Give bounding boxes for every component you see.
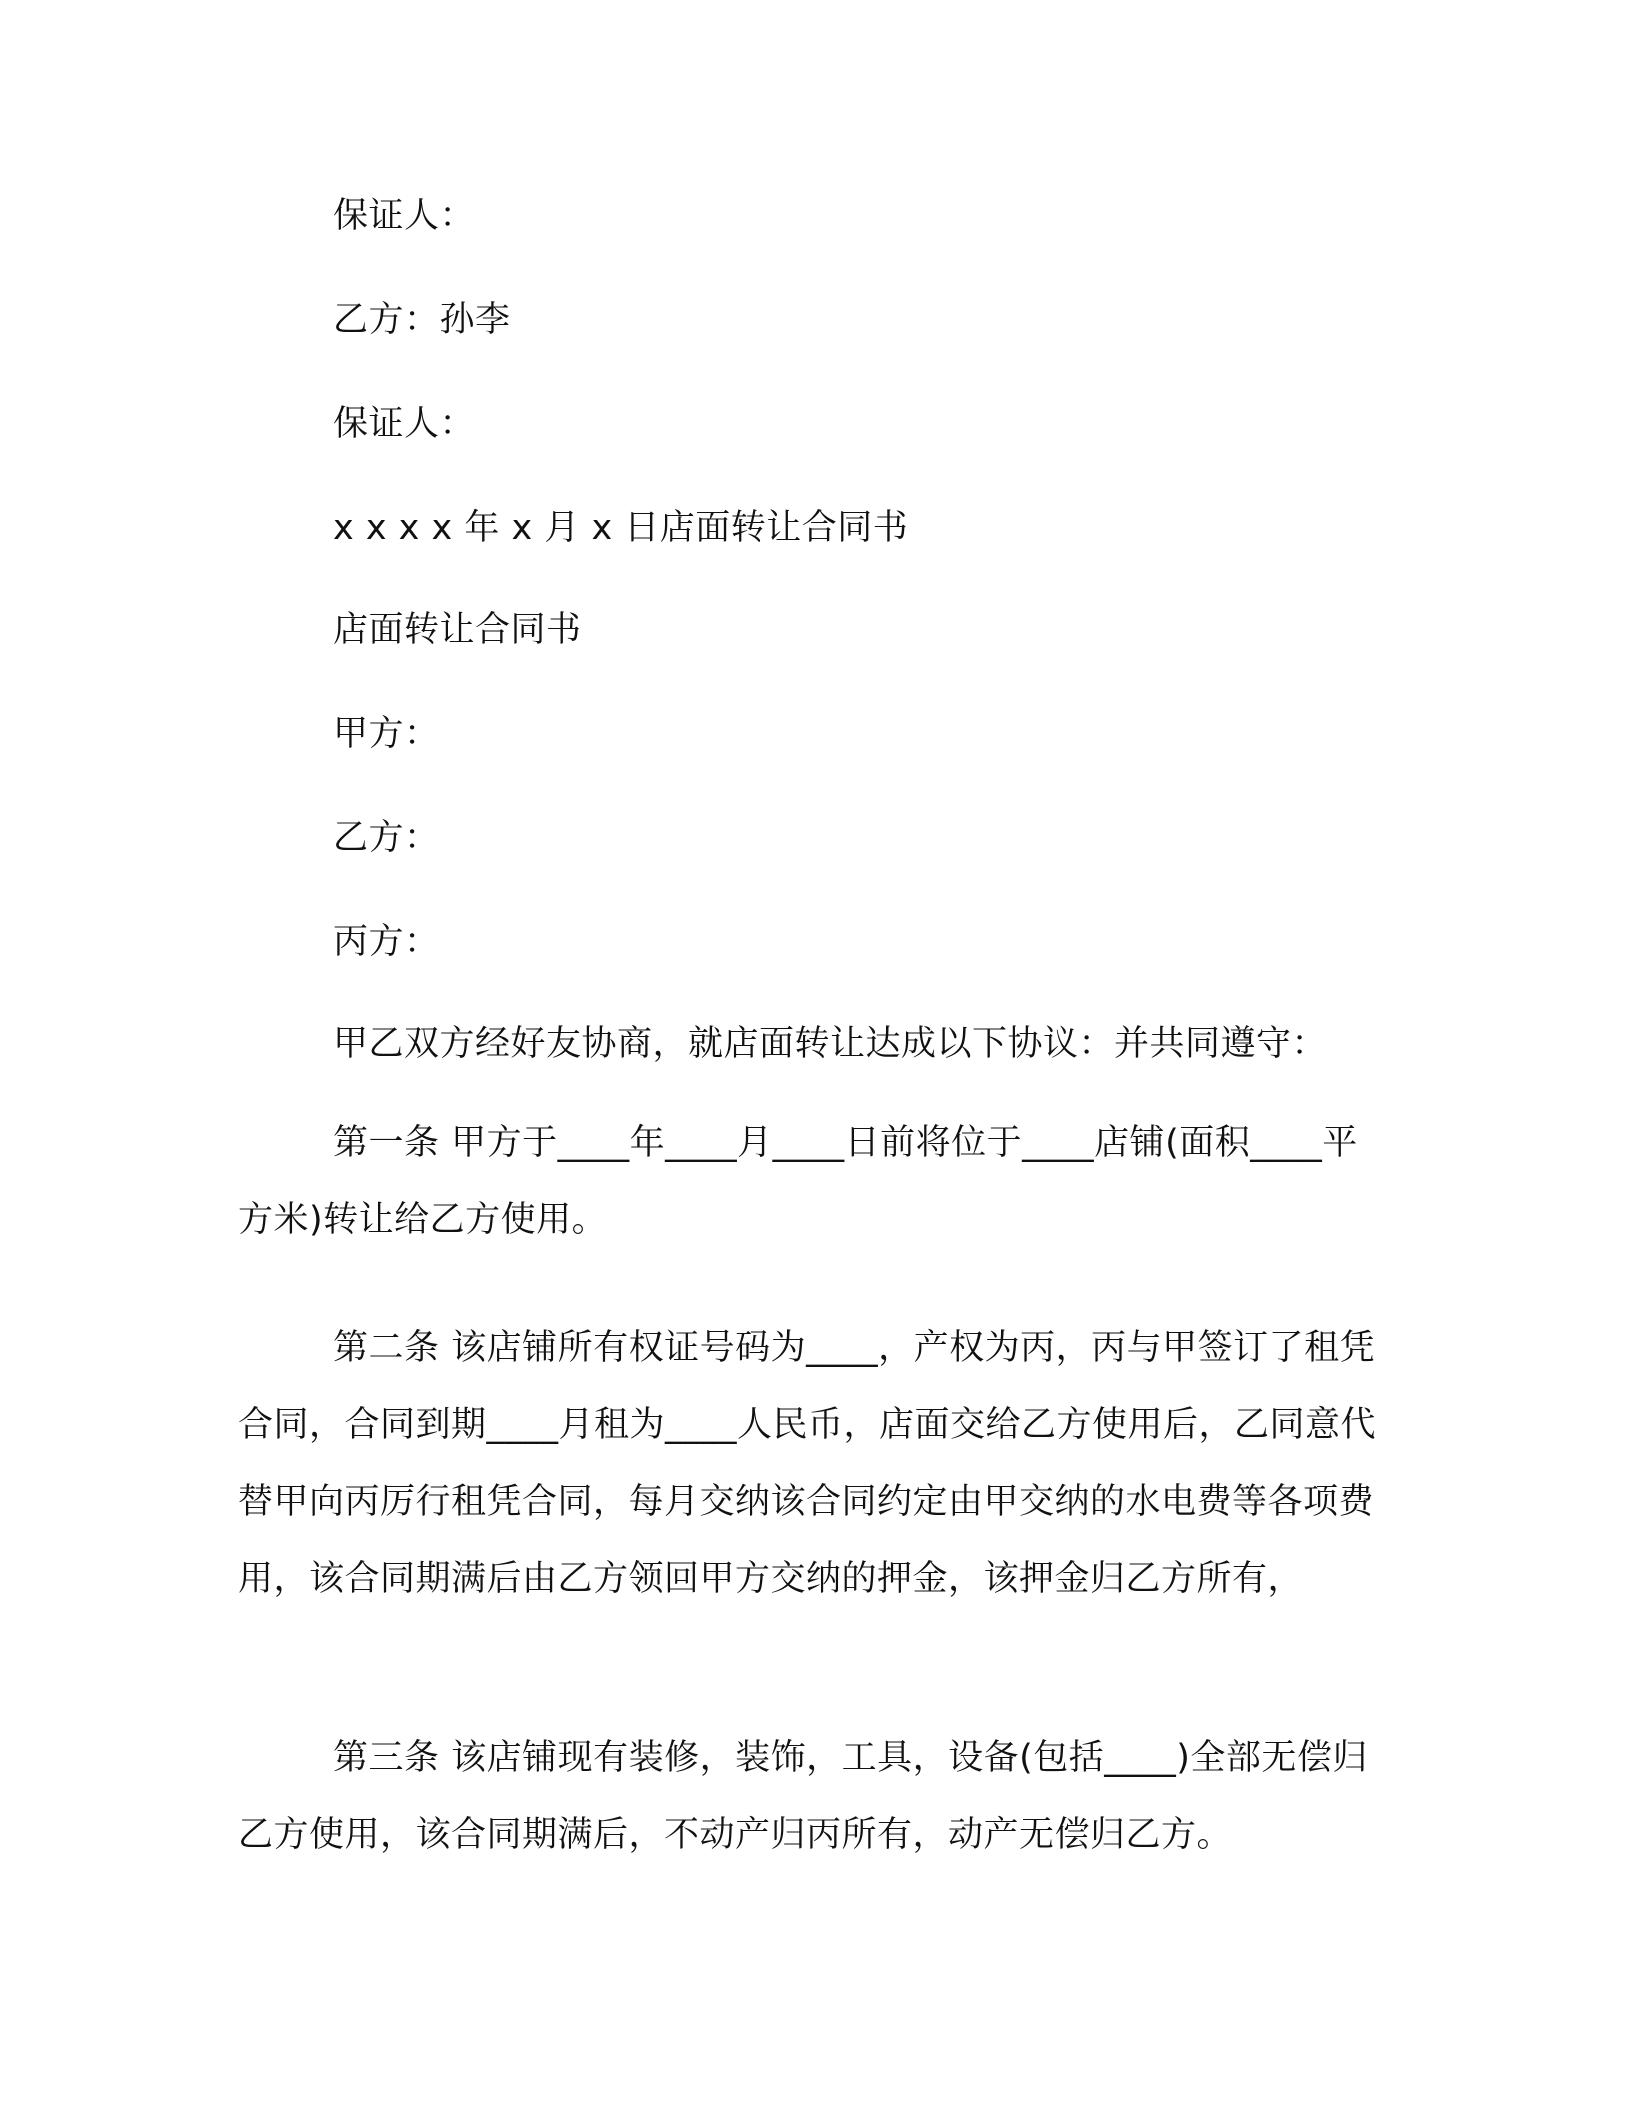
- preamble: 甲乙双方经好友协商，就店面转让达成以下协议：并共同遵守：: [333, 1024, 1328, 1064]
- party-b-label: 乙方：: [333, 818, 440, 858]
- party-a-label: 甲方：: [333, 714, 440, 754]
- article-3: 第三条 该店铺现有装修，装饰，工具，设备(包括____)全部无偿归乙方使用，该合同期满后，不动产归丙所有，动产无偿归乙方。: [238, 1738, 1368, 1855]
- article-1: 第一条 甲方于____年____月____日前将位于____店铺(面积____平方米)转让给乙方使用。: [238, 1123, 1358, 1240]
- guarantor-label-2: 保证人：: [333, 404, 476, 444]
- article-2: 第二条 该店铺所有权证号码为____，产权为丙，丙与甲签订了租凭合同，合同到期____月租为____人民币，店面交给乙方使用后，乙同意代替甲向丙厉行租凭合同，每月交纳该合同约定由甲交纳的水电费等各项费用，该合同期满后由乙方领回甲方交纳的押金，该押金归乙方所有，: [238, 1328, 1377, 1599]
- party-c-label: 丙方：: [333, 922, 440, 962]
- guarantor-label-1: 保证人：: [333, 196, 476, 236]
- contract-title: 店面转让合同书: [333, 610, 582, 650]
- party-b-line: 乙方：孙李: [333, 300, 511, 340]
- date-title-line: x x x x 年 x 月 x 日店面转让合同书: [333, 508, 909, 548]
